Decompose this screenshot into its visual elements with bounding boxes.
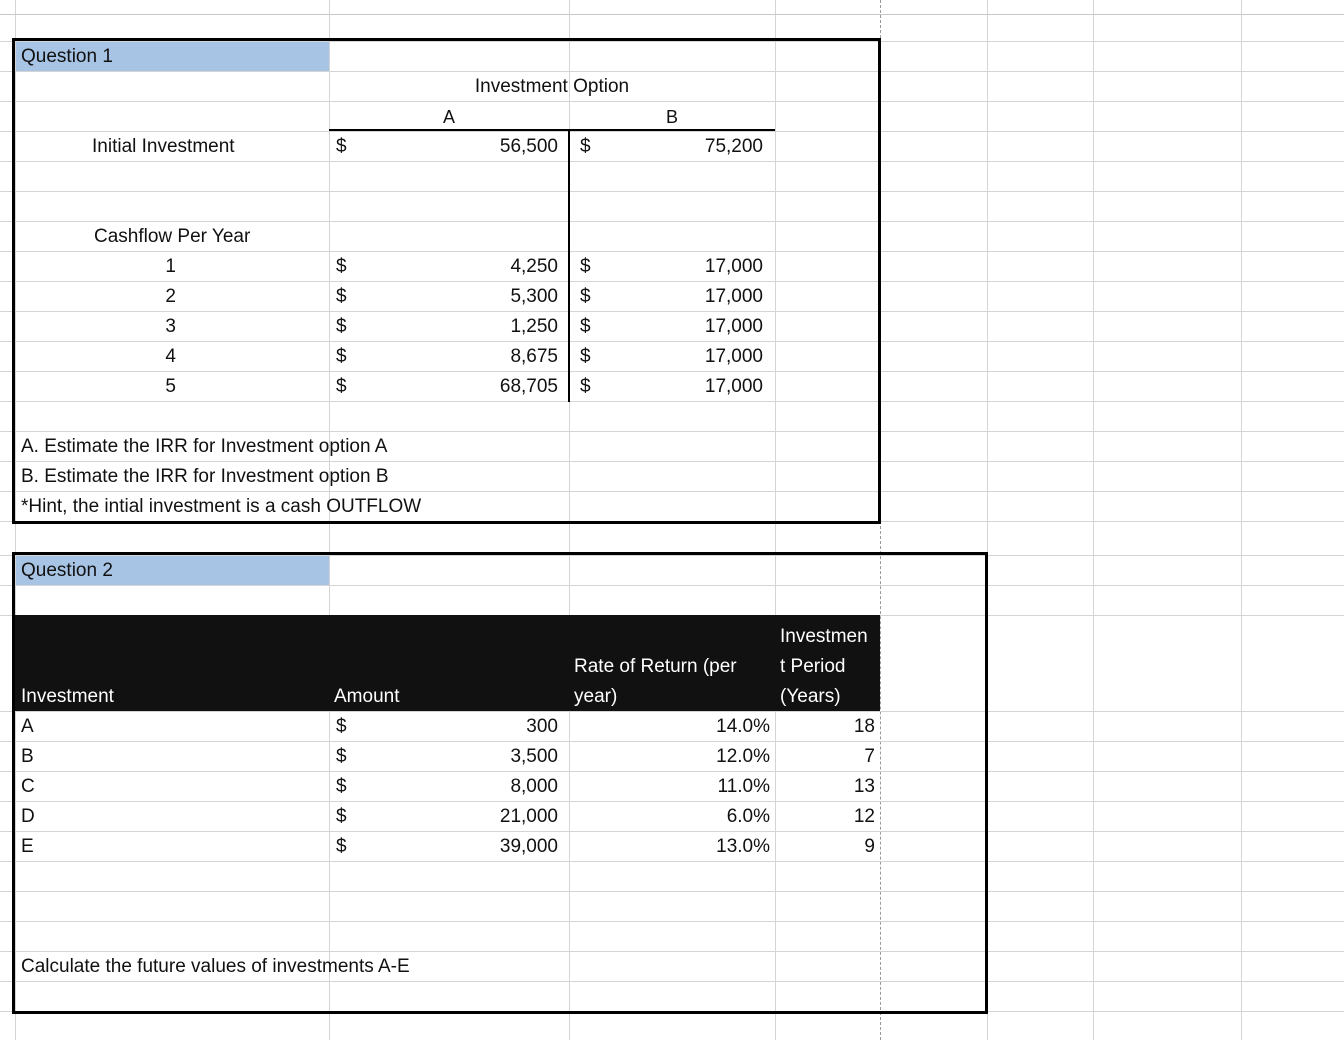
currency-symbol: $ <box>336 136 347 157</box>
currency-symbol: $ <box>336 806 347 827</box>
currency-symbol: $ <box>336 836 347 857</box>
investment-name: C <box>21 776 35 797</box>
year-number: 3 <box>165 316 176 337</box>
initial-investment-a[interactable]: 56,500 <box>499 136 558 157</box>
cashflow-per-year-label: Cashflow Per Year <box>94 226 251 247</box>
investment-option-header: Investment Option <box>474 76 630 97</box>
cashflow-b[interactable]: 17,000 <box>704 256 763 277</box>
cashflow-b[interactable]: 17,000 <box>704 346 763 367</box>
option-divider <box>568 130 570 402</box>
rate-of-return[interactable]: 11.0% <box>717 776 770 797</box>
cashflow-a[interactable]: 5,300 <box>510 286 558 307</box>
cashflow-a[interactable]: 1,250 <box>510 316 558 337</box>
rate-header-line1: Rate of Return (per <box>574 656 737 677</box>
currency-symbol: $ <box>336 346 347 367</box>
currency-symbol: $ <box>336 286 347 307</box>
cashflow-a[interactable]: 4,250 <box>510 256 558 277</box>
investment-name: D <box>21 806 35 827</box>
rate-of-return[interactable]: 14.0% <box>716 716 770 737</box>
investment-name: E <box>21 836 34 857</box>
investment-amount[interactable]: 21,000 <box>499 806 558 827</box>
investment-period[interactable]: 18 <box>853 716 875 737</box>
question1-title: Question 1 <box>21 46 113 67</box>
period-header-line3: (Years) <box>780 686 841 707</box>
currency-symbol: $ <box>336 316 347 337</box>
investment-period[interactable]: 9 <box>864 836 875 857</box>
amount-header: Amount <box>334 686 400 707</box>
currency-symbol: $ <box>336 746 347 767</box>
cashflow-a[interactable]: 68,705 <box>499 376 558 397</box>
rate-of-return[interactable]: 12.0% <box>716 746 770 767</box>
investment-amount[interactable]: 3,500 <box>510 746 558 767</box>
year-number: 5 <box>165 376 176 397</box>
cashflow-b[interactable]: 17,000 <box>704 376 763 397</box>
gridline <box>1241 0 1242 1040</box>
cashflow-a[interactable]: 8,675 <box>510 346 558 367</box>
period-header-line1: Investmen <box>780 626 868 647</box>
currency-symbol: $ <box>580 286 591 307</box>
instruction-text: Calculate the future values of investments A-E <box>21 956 410 977</box>
investment-period[interactable]: 7 <box>864 746 875 767</box>
currency-symbol: $ <box>336 776 347 797</box>
instruction-text: *Hint, the intial investment is a cash OUTFLOW <box>21 496 422 517</box>
option-b-header: B <box>665 107 678 127</box>
currency-symbol: $ <box>336 716 347 737</box>
currency-symbol: $ <box>580 256 591 277</box>
header-underline <box>329 129 775 131</box>
instruction-text: A. Estimate the IRR for Investment option A <box>21 436 388 457</box>
year-number: 2 <box>165 286 176 307</box>
currency-symbol: $ <box>336 256 347 277</box>
investment-amount[interactable]: 8,000 <box>510 776 558 797</box>
initial-investment-b[interactable]: 75,200 <box>704 136 763 157</box>
year-number: 4 <box>165 346 176 367</box>
option-a-header: A <box>442 107 455 127</box>
currency-symbol: $ <box>580 376 591 397</box>
cashflow-b[interactable]: 17,000 <box>704 316 763 337</box>
investment-header: Investment <box>21 686 114 707</box>
instruction-text: B. Estimate the IRR for Investment option B <box>21 466 389 487</box>
investment-name: A <box>21 716 34 737</box>
gridline <box>0 14 1344 15</box>
investment-period[interactable]: 13 <box>853 776 875 797</box>
rate-header-line2: year) <box>574 686 618 707</box>
gridline <box>1093 0 1094 1040</box>
currency-symbol: $ <box>580 346 591 367</box>
period-header-line2: t Period <box>780 656 846 677</box>
investment-amount[interactable]: 39,000 <box>499 836 558 857</box>
currency-symbol: $ <box>336 376 347 397</box>
rate-of-return[interactable]: 6.0% <box>726 806 770 827</box>
investment-amount[interactable]: 300 <box>526 716 558 737</box>
initial-investment-label: Initial Investment <box>92 136 235 157</box>
question2-title: Question 2 <box>21 560 113 581</box>
investment-name: B <box>21 746 34 767</box>
currency-symbol: $ <box>580 316 591 337</box>
rate-of-return[interactable]: 13.0% <box>716 836 770 857</box>
cashflow-b[interactable]: 17,000 <box>704 286 763 307</box>
investment-period[interactable]: 12 <box>853 806 875 827</box>
currency-symbol: $ <box>580 136 591 157</box>
year-number: 1 <box>165 256 176 277</box>
